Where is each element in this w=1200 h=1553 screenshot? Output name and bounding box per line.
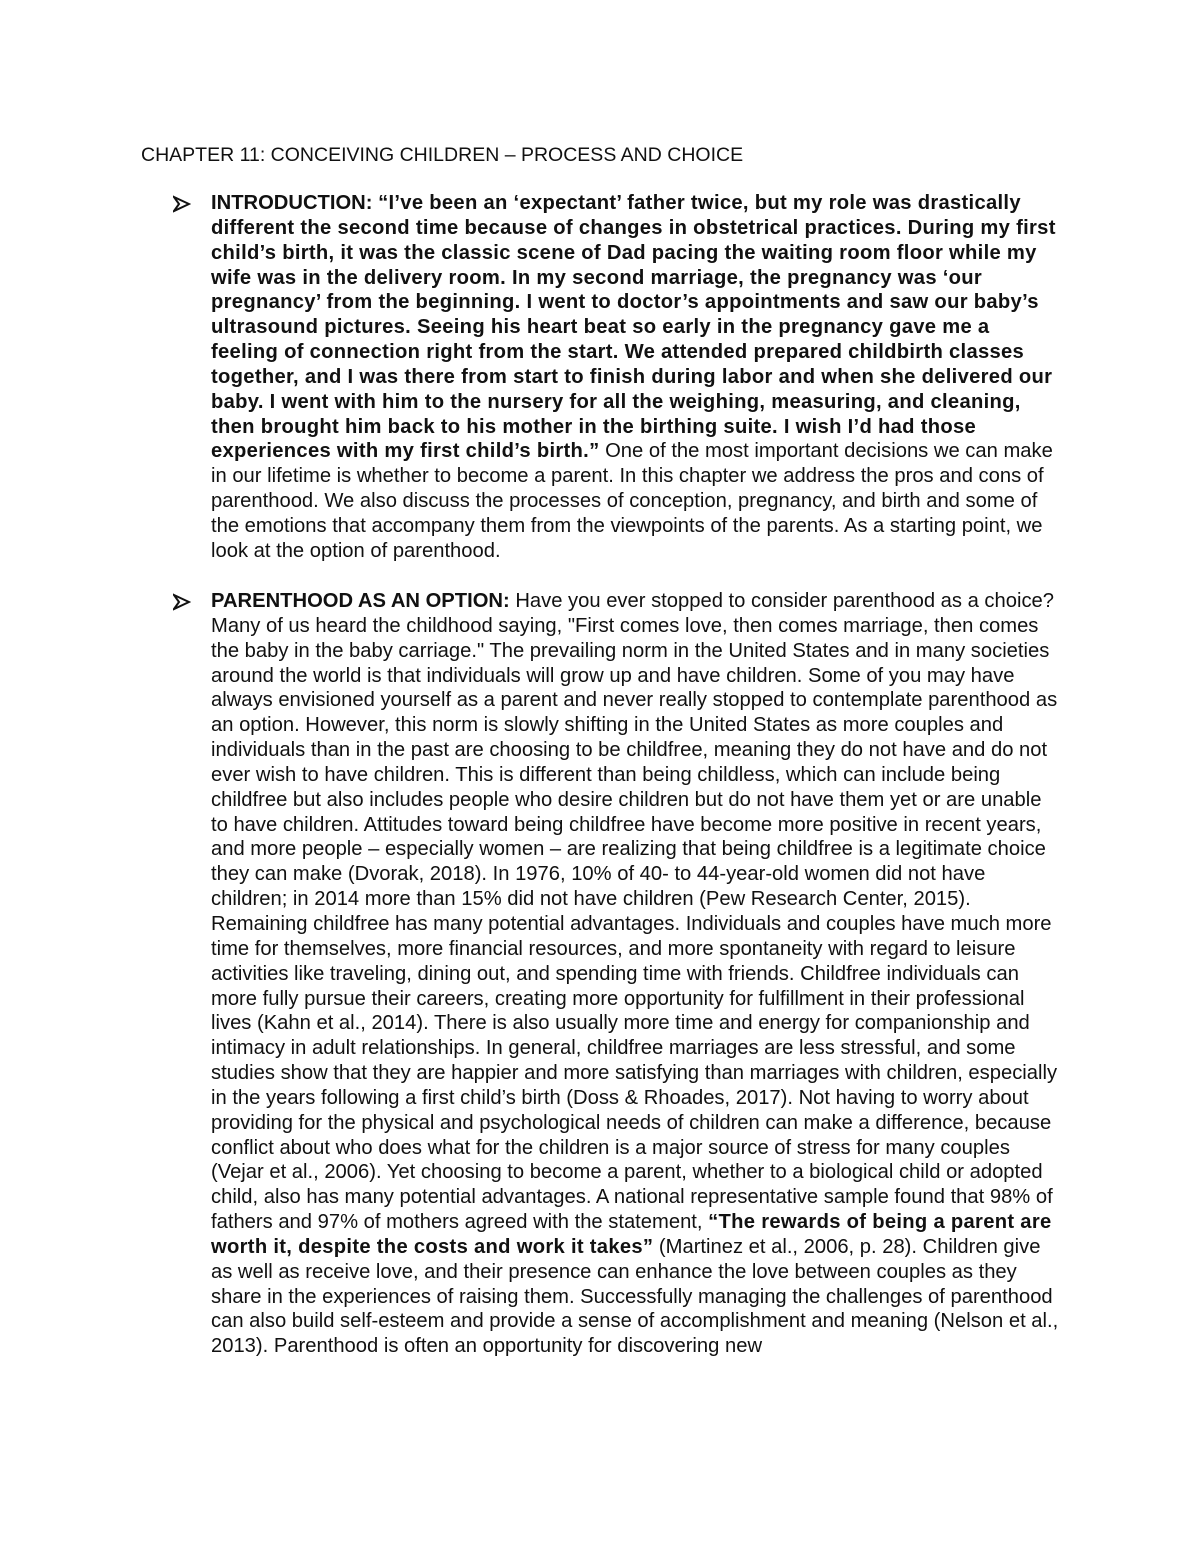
section-heading: INTRODUCTION: [211,192,373,214]
section-body-continued: (Martinez et al., 2006, p. 28). Children give as well as receive love, and their presence can enhance the love between couples as they share in the experiences of raising them. Successfully managing the challenges of parenthood can also build self-esteem and provide a sense of accomplishment and meaning (Nelson et al., 2013). Parenthood is often an opportunity for discovering new [211,1235,1059,1358]
section-paragraph [211,589,1061,1359]
section-quote: “The rewards of being a parent are worth it, despite the costs and work it takes” [211,1211,1052,1258]
section-heading: PARENTHOOD AS AN OPTION: [211,590,510,612]
section-parenthood-as-an-option [211,589,1061,1359]
section-quote: “I’ve been an ‘expectant’ father twice, but my role was drastically different the second time because of changes in obstetrical practices. During my first child’s birth, it was the classic scene of Dad pacing the waiting room floor while my wife was in the delivery room. In my second marriage, the pregnancy was ‘our pregnancy’ from the beginning. I went to doctor’s appointments and saw our baby’s ultrasound pictures. Seeing his heart beat so early in the pregnancy gave me a feeling of connection right from the start. We attended prepared childbirth classes together, and I was there from start to finish during labor and when she delivered our baby. I went with him to the nursery for all the weighing, measuring, and cleaning, then brought him back to his mother in the birthing suite. I wish I’d had those experiences with my first child’s birth.” [211,192,1056,463]
chapter-title: CHAPTER 11: CONCEIVING CHILDREN – PROCESS AND CHOICE [141,144,744,166]
section-body: One of the most important decisions we can make in our lifetime is whether to become a parent. In this chapter we address the pros and cons of parenthood. We also discuss the processes of conception, pregnancy, and birth and some of the emotions that accompany them from the viewpoints of the parents. As a starting point, we look at the option of parenthood. [211,440,1053,562]
section-body: Have you ever stopped to consider parenthood as a choice? Many of us heard the childhood saying, "First comes love, then comes marriage, then comes the baby in the baby carriage." The prevailing norm in the United States and in many societies around the world is that individuals will grow up and have children. Some of you may have always envisioned yourself as a parent and never really stopped to contemplate parenthood as an option. However, this norm is slowly shifting in the United States as more couples and individuals than in the past are choosing to be childfree, meaning they do not have and do not ever wish to have children. This is different than being childless, which can include being childfree but also includes people who desire children but do not have them yet or are unable to have children. Attitudes toward being childfree have become more positive in recent years, and more people – especially women – are realizing that being childfree is a legitimate choice they can make (Dvorak, 2018). In 1976, 10% of 40- to 44-year-old women did not have children; in 2014 more than 15% did not have children (Pew Research Center, 2015). Remaining childfree has many potential advantages. Individuals and couples have much more time for themselves, more financial resources, and more spontaneity with regard to leisure activities like traveling, dining out, and spending time with friends. Childfree individuals can more fully pursue their careers, creating more opportunity for fulfillment in their professional lives (Kahn et al., 2014). There is also usually more time and energy for companionship and intimacy in adult relationships. In general, childfree marriages are less stressful, and some studies show that they are happier and more satisfying than marriages with children, especially in the years following a first child’s birth (Doss & Rhoades, 2017). Not having to worry about providing for the physical and psychological needs of children can make a difference, because conflict about who does what for the children is a major source of stress for many couples (Vejar et al., 2006). Yet choosing to become a parent, whether to a biological child or adopted child, also has many potential advantages. A national representative sample found that 98% of fathers and 97% of mothers agreed with the statement, [211,590,1058,1234]
arrow-bullet-icon [173,195,191,213]
arrow-bullet-icon [173,593,191,611]
section-paragraph [211,191,1061,564]
section-introduction [211,191,1061,564]
